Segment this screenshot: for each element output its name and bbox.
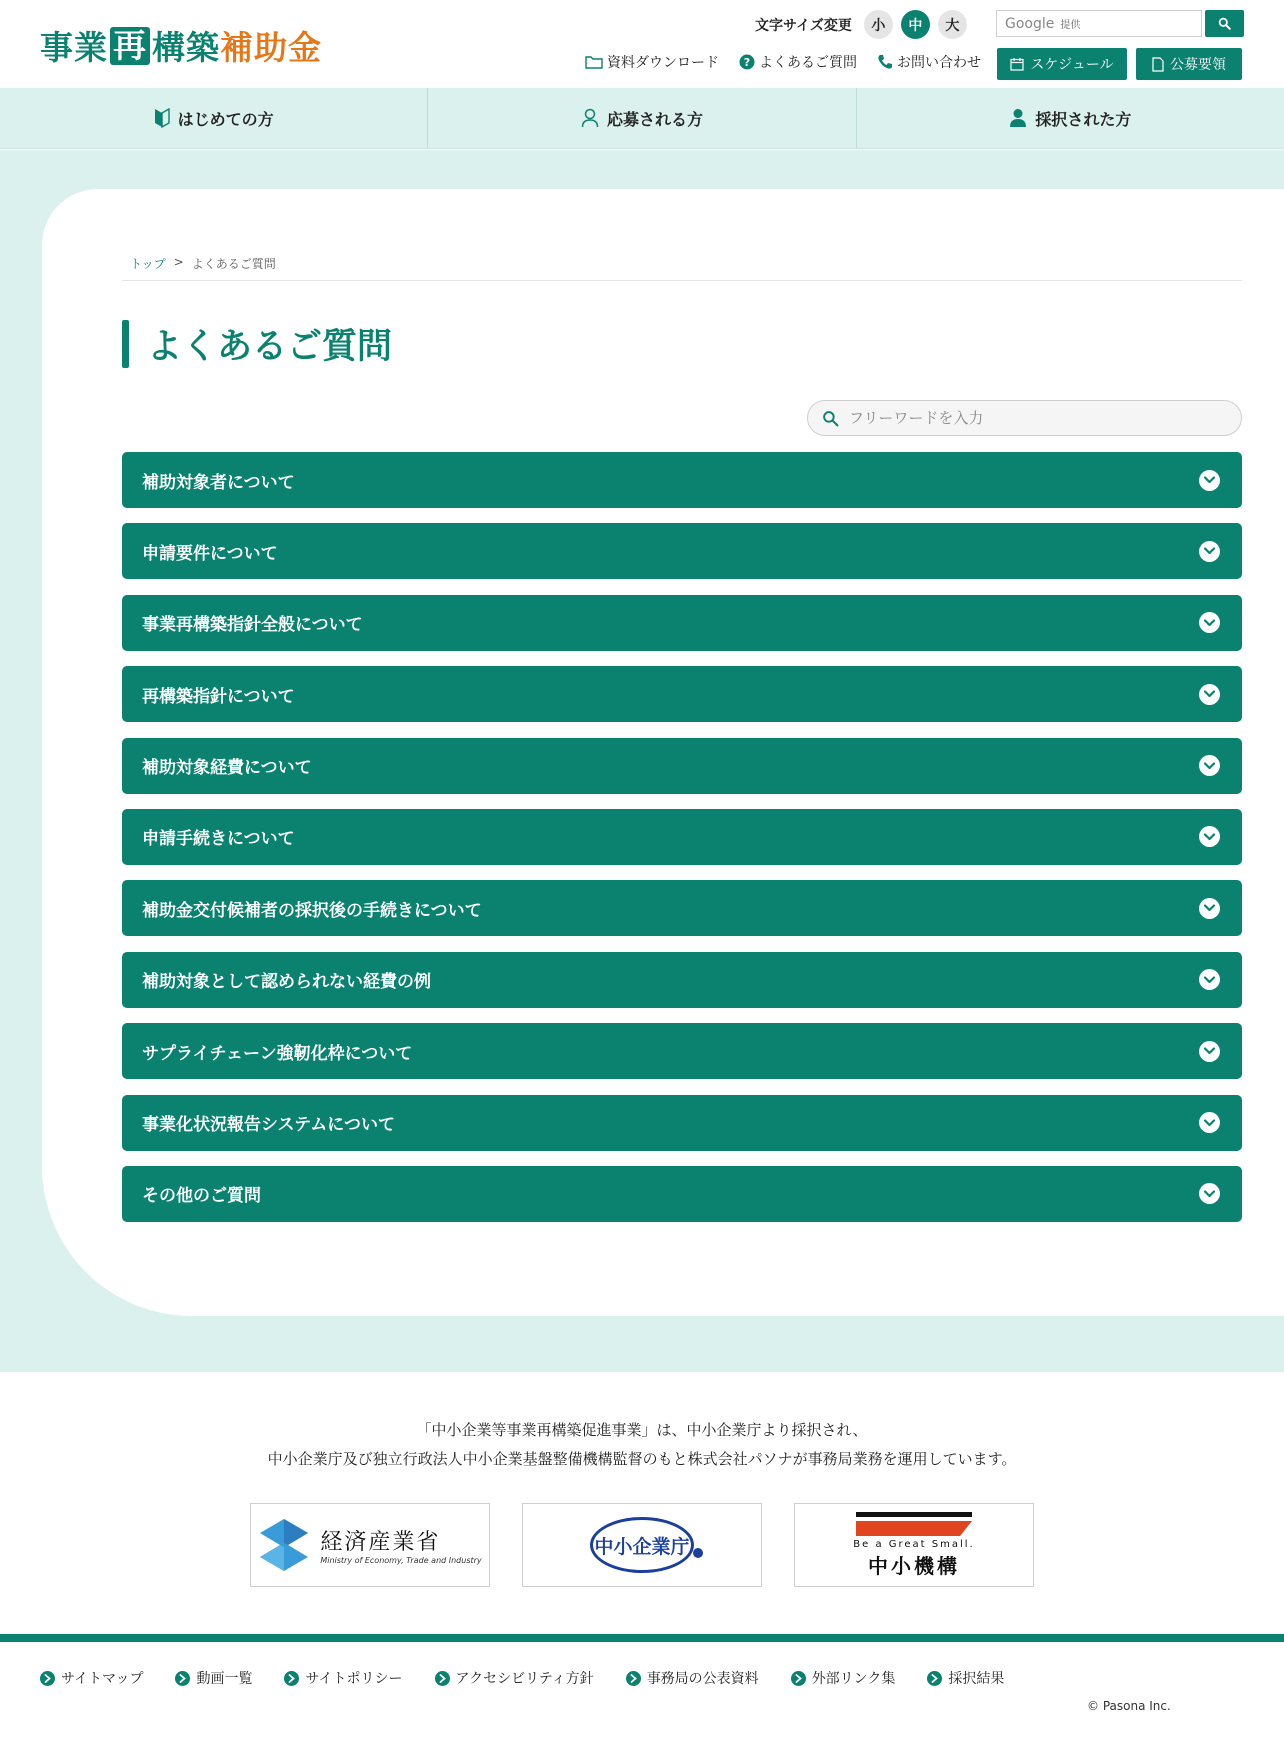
chevron-right-icon — [626, 1671, 641, 1686]
faq-category-label: 申請手続きについて — [142, 829, 295, 850]
contact-link[interactable] — [877, 52, 981, 72]
chevron-down-icon — [1199, 1041, 1220, 1062]
footer-link[interactable] — [927, 1668, 1004, 1688]
footer-link-label: 採択結果 — [948, 1671, 1005, 1687]
faq-category-label: 補助対象者について — [142, 472, 295, 493]
contact-link-label: お問い合わせ — [897, 55, 981, 71]
faq-category-list — [122, 452, 1242, 1237]
chevron-down-icon — [1199, 684, 1220, 705]
logo-text-3: 補助金 — [220, 28, 322, 67]
download-link[interactable] — [585, 52, 719, 72]
footer-band — [0, 1634, 1284, 1642]
sme-agency-name: 中小企業庁 — [594, 1535, 690, 1558]
smrj-logo-link[interactable] — [794, 1503, 1034, 1587]
copyright: © Pasona Inc. — [1087, 1699, 1171, 1713]
faq-link-label: よくあるご質問 — [759, 55, 857, 71]
chevron-right-icon — [791, 1671, 806, 1686]
google-sub: 提供 — [1060, 20, 1081, 31]
document-icon — [1152, 57, 1164, 72]
guideline-button-label: 公募要領 — [1170, 57, 1226, 73]
faq-category-label: 事業化状況報告システムについて — [142, 1115, 395, 1136]
footer-text-line-1: 「中小企業等事業再構築促進事業」は、中小企業庁より採択され、 — [416, 1421, 868, 1439]
site-search-input[interactable] — [996, 10, 1202, 37]
font-size-medium-button[interactable]: 中 — [901, 10, 930, 39]
smrj-name: 中小機構 — [867, 1553, 960, 1578]
chevron-down-icon — [1199, 541, 1220, 562]
chevron-down-icon — [1199, 826, 1220, 847]
faq-category-item[interactable] — [122, 666, 1242, 722]
faq-category-item[interactable] — [122, 1095, 1242, 1151]
faq-category-label: 補助金交付候補者の採択後の手続きについて — [142, 900, 482, 921]
faq-category-item[interactable] — [122, 738, 1242, 794]
faq-search-input[interactable] — [849, 409, 1209, 427]
nav-adopted-label: 採択された方 — [1035, 109, 1132, 129]
meti-emblem-icon — [258, 1517, 310, 1573]
chevron-down-icon — [1199, 898, 1220, 919]
faq-category-label: その他のご質問 — [142, 1186, 261, 1207]
chevron-down-icon — [1199, 969, 1220, 990]
utility-links — [585, 52, 981, 72]
beginner-mark-icon — [154, 108, 170, 128]
footer-link[interactable] — [435, 1668, 594, 1688]
download-link-label: 資料ダウンロード — [607, 55, 719, 71]
footer-link[interactable] — [284, 1668, 402, 1688]
user-outline-icon — [581, 108, 599, 128]
faq-category-item[interactable] — [122, 452, 1242, 508]
logo-text-boxed: 再 — [110, 27, 150, 65]
chevron-down-icon — [1199, 1112, 1220, 1133]
page-title: よくあるご質問 — [147, 327, 393, 367]
schedule-button-label: スケジュール — [1030, 57, 1114, 73]
faq-category-item[interactable] — [122, 809, 1242, 865]
chevron-down-icon — [1199, 1183, 1220, 1204]
logo-dot — [693, 1548, 703, 1558]
footer-link-label: 動画一覧 — [196, 1671, 253, 1687]
smrj-emblem-icon — [856, 1512, 972, 1536]
breadcrumb — [130, 255, 276, 272]
title-accent-bar — [122, 320, 129, 368]
chevron-right-icon — [175, 1671, 190, 1686]
user-filled-icon — [1009, 108, 1027, 128]
faq-category-label: 再構築指針について — [142, 686, 295, 707]
footer-text-line-2: 中小企業庁及び独立行政法人中小企業基盤整備機構監督のもと株式会社パソナが事務局業務を運用しています。 — [267, 1450, 1017, 1468]
svg-text:?: ? — [743, 56, 751, 69]
chevron-right-icon — [435, 1671, 450, 1686]
footer-description — [0, 1416, 1284, 1474]
faq-link[interactable] — [739, 52, 857, 72]
page-title-block — [122, 320, 392, 368]
main-nav — [0, 88, 1284, 149]
meti-logo — [258, 1517, 481, 1573]
calendar-icon — [1010, 57, 1024, 71]
search-icon — [822, 410, 839, 427]
chevron-down-icon — [1199, 612, 1220, 633]
faq-category-item[interactable] — [122, 523, 1242, 579]
font-size-large-button[interactable]: 大 — [938, 10, 967, 39]
search-icon — [1218, 17, 1231, 30]
faq-category-item[interactable] — [122, 595, 1242, 651]
breadcrumb-top-link[interactable]: トップ — [130, 257, 166, 271]
breadcrumb-divider — [122, 280, 1242, 281]
nav-beginners[interactable] — [0, 88, 428, 148]
logo-text-1: 事業 — [40, 28, 108, 67]
nav-adopted[interactable] — [857, 88, 1284, 148]
meti-name: 経済産業省 — [320, 1530, 441, 1555]
google-brand: Google — [1005, 15, 1055, 32]
chevron-down-icon — [1199, 755, 1220, 776]
question-icon — [739, 54, 755, 70]
footer-links — [40, 1668, 1004, 1688]
footer-link-label: サイトポリシー — [305, 1671, 403, 1687]
nav-applicants-label: 応募される方 — [606, 109, 703, 129]
footer-link-label: サイトマップ — [61, 1671, 144, 1687]
footer-link-label: 事務局の公表資料 — [646, 1671, 759, 1687]
footer-link[interactable] — [175, 1668, 252, 1688]
footer-link-label: 外部リンク集 — [811, 1671, 896, 1687]
chevron-right-icon — [284, 1671, 299, 1686]
font-size-label: 文字サイズ変更 — [755, 17, 852, 34]
chevron-right-icon — [927, 1671, 942, 1686]
schedule-button[interactable] — [997, 48, 1127, 80]
faq-category-item[interactable] — [122, 1166, 1242, 1222]
partner-logos — [250, 1503, 1034, 1587]
breadcrumb-current: よくあるご質問 — [191, 257, 276, 271]
smrj-logo — [853, 1512, 974, 1579]
faq-category-label: 補助対象として認められない経費の例 — [142, 972, 431, 993]
nav-beginners-label: はじめての方 — [177, 109, 274, 129]
faq-category-label: 申請要件について — [142, 543, 278, 564]
site-search-button[interactable] — [1205, 10, 1244, 37]
footer-link-label: アクセシビリティ方針 — [455, 1671, 594, 1687]
faq-category-item[interactable] — [122, 880, 1242, 936]
footer-link[interactable] — [40, 1668, 143, 1688]
breadcrumb-separator: > — [173, 255, 184, 269]
phone-icon — [877, 54, 893, 70]
logo-text-2: 構築 — [152, 28, 220, 67]
chevron-down-icon — [1199, 470, 1220, 491]
chevron-right-icon — [40, 1671, 55, 1686]
site-header — [0, 0, 1284, 88]
footer-link[interactable] — [626, 1668, 759, 1688]
sme-agency-logo-link[interactable] — [522, 1503, 762, 1587]
font-size-small-button[interactable]: 小 — [864, 10, 893, 39]
faq-search-box — [807, 400, 1242, 436]
site-logo[interactable] — [40, 22, 322, 69]
faq-category-item[interactable] — [122, 1023, 1242, 1079]
faq-category-label: 事業再構築指針全般について — [142, 615, 363, 636]
footer-link[interactable] — [791, 1668, 896, 1688]
faq-category-item[interactable] — [122, 952, 1242, 1008]
faq-category-label: サプライチェーン強靭化枠について — [142, 1043, 413, 1064]
meti-logo-link[interactable] — [250, 1503, 490, 1587]
sme-agency-logo — [590, 1517, 694, 1573]
font-size-switcher — [755, 10, 967, 39]
folder-icon — [585, 55, 603, 69]
meti-english-name: Ministry of Economy, Trade and Industry — [320, 1556, 482, 1565]
nav-applicants[interactable] — [428, 88, 856, 148]
faq-category-label: 補助対象経費について — [142, 758, 312, 779]
smrj-tagline: Be a Great Small. — [853, 1538, 975, 1550]
guideline-button[interactable] — [1136, 48, 1242, 80]
